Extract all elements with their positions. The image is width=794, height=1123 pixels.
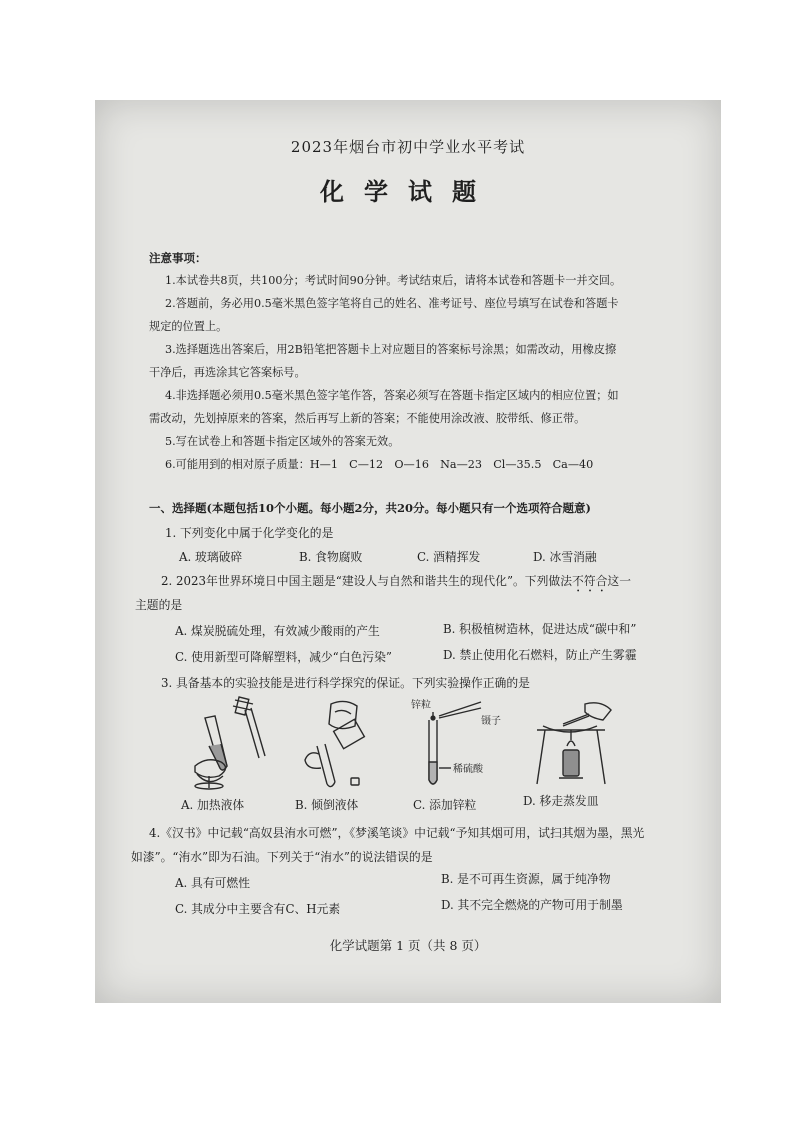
question-4-option-d: D. 其不完全燃烧的产物可用于制墨 xyxy=(441,898,623,912)
question-2-option-c: C. 使用新型可降解塑料，减少“白色污染” xyxy=(175,650,392,664)
pouring-liquid-figure xyxy=(295,696,385,792)
emphasis-text: 不符合 xyxy=(572,574,608,588)
notice-line: 3.选择题选出答案后，用2B铅笔把答题卡上对应题目的答案标号涂黑；如需改动，用橡皮擦 xyxy=(165,343,617,356)
question-2-stem-text: 2. 2023年世界环境日中国主题是“建设人与自然和谐共生的现代化”。下列做法 xyxy=(161,574,572,588)
exam-name: 2023年烟台市初中学业水平考试 xyxy=(290,138,526,156)
question-2-stem-continued: 主题的是 xyxy=(135,598,183,612)
heating-liquid-figure xyxy=(175,696,285,792)
question-3-option-b: B. 倾倒液体 xyxy=(295,798,359,812)
question-4-stem: 4.《汉书》中记载“高奴县洧水可燃”，《梦溪笔谈》中记载“予知其烟可用，试扫其烟为墨，黑光 xyxy=(149,826,645,840)
zinc-granule-icon xyxy=(430,715,435,720)
notice-line: 5.写在试卷上和答题卡指定区域外的答案无效。 xyxy=(165,435,400,448)
question-3-stem: 3. 具备基本的实验技能是进行科学探究的保证。下列实验操作正确的是 xyxy=(161,676,530,690)
question-1-option-c: C. 酒精挥发 xyxy=(417,550,481,564)
question-1-option-b: B. 食物腐败 xyxy=(299,550,363,564)
question-2-stem-text: 这一 xyxy=(607,574,632,588)
question-3-option-a: A. 加热液体 xyxy=(181,798,245,812)
question-4-option-c: C. 其成分中主要含有C、H元素 xyxy=(175,902,341,916)
question-4-stem-continued: 如漆”。“洧水”即为石油。下列关于“洧水”的说法错误的是 xyxy=(131,850,433,864)
question-2-option-d: D. 禁止使用化石燃料，防止产生雾霾 xyxy=(443,648,637,662)
notice-line: 需改动，先划掉原来的答案，然后再写上新的答案；不能使用涂改液、胶带纸、修正带。 xyxy=(149,412,586,425)
notice-line: 干净后，再选涂其它答案标号。 xyxy=(149,366,306,379)
subject-title: 化学试题 xyxy=(320,177,496,206)
page-footer: 化学试题第 1 页（共 8 页） xyxy=(329,938,487,953)
question-1-stem: 1. 下列变化中属于化学变化的是 xyxy=(165,526,334,540)
notice-line: 6.可能用到的相对原子质量：H—1 C—12 O—16 Na—23 Cl—35.5 Ca—40 xyxy=(165,458,594,471)
notice-line: 4.非选择题必须用0.5毫米黑色签字笔作答，答案必须写在答题卡指定区域内的相应位置；如 xyxy=(165,389,619,402)
question-3-option-d: D. 移走蒸发皿 xyxy=(523,794,599,808)
section-title: 一、选择题(本题包括10个小题。每小题2分，共20分。每小题只有一个选项符合题意) xyxy=(149,501,591,515)
zinc-label: 锌粒 xyxy=(411,700,431,711)
tweezers-label: 镊子 xyxy=(481,716,501,727)
question-3-option-c: C. 添加锌粒 xyxy=(413,798,477,812)
notice-title: 注意事项： xyxy=(149,251,207,265)
adding-zinc-figure xyxy=(403,696,533,792)
question-2-option-b: B. 积极植树造林，促进达成“碳中和” xyxy=(443,622,637,636)
notice-line: 1.本试卷共8页，共100分；考试时间90分钟。考试结束后，请将本试卷和答题卡一并交回。 xyxy=(165,274,622,287)
question-4-option-a: A. 具有可燃性 xyxy=(175,876,251,890)
question-1-option-d: D. 冰雪消融 xyxy=(533,550,597,564)
question-4-option-b: B. 是不可再生资源，属于纯净物 xyxy=(441,872,611,886)
question-1-option-a: A. 玻璃破碎 xyxy=(179,550,243,564)
notice-line: 规定的位置上。 xyxy=(149,320,228,333)
question-2-option-a: A. 煤炭脱硫处理，有效减少酸雨的产生 xyxy=(175,624,380,638)
notice-line: 2.答题前，务必用0.5毫米黑色签字笔将自己的姓名、准考证号、座位号填写在试卷和答题卡 xyxy=(165,297,619,310)
acid-label: 稀硫酸 xyxy=(453,764,483,775)
evaporating-dish-figure xyxy=(523,696,633,792)
question-2-stem xyxy=(161,572,631,595)
exam-paper-page xyxy=(95,100,721,1003)
